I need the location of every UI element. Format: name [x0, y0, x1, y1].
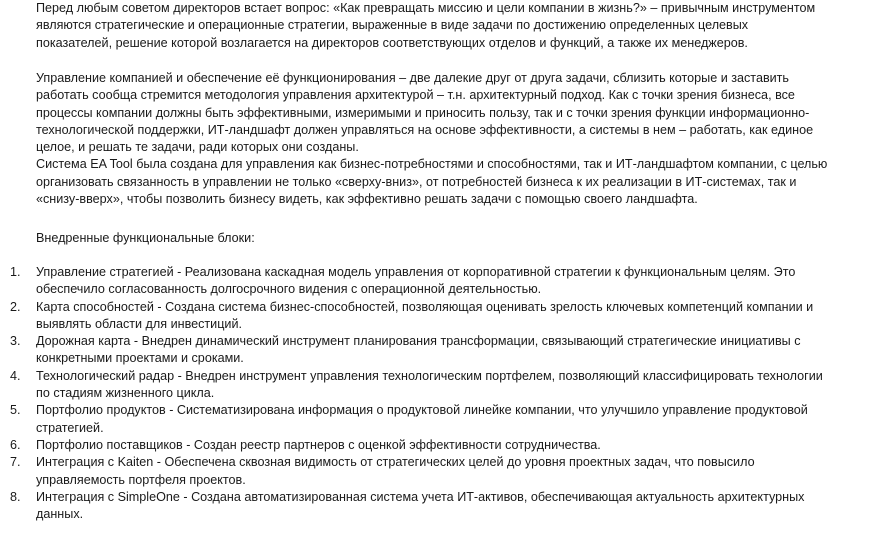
list-item-text: [36, 489, 884, 524]
text-line: Карта способностей - Создана система бизнес-способностей, позволяющая оценивать зрелость ключевых компетенций компании и: [36, 299, 814, 314]
text-line: Интеграция с SimpleOne - Создана автоматизированная система учета ИТ-активов, обеспечивающая актуальность архитектурных: [36, 489, 805, 504]
list-item: [0, 368, 890, 403]
list-number: 7.: [10, 455, 21, 470]
list-item: [0, 437, 890, 454]
list-item-text: [36, 368, 884, 403]
text-line: Портфолио поставщиков - Создан реестр партнеров с оценкой эффективности сотрудничества.: [36, 437, 601, 452]
list-number: 5.: [10, 403, 21, 418]
text-line: выявлять области для инвестиций.: [36, 316, 243, 331]
list-item: [0, 402, 890, 437]
list-item-text: [36, 402, 884, 437]
list-item-text: [36, 454, 884, 489]
text-line: Портфолио продуктов - Систематизирована информация о продуктовой линейке компании, что улучшило управление продуктовой: [36, 403, 808, 418]
list-item: [0, 299, 890, 334]
text-line: являются стратегические и операционные стратегии, выраженные в виде задачи по достижению определенных целевых: [36, 18, 749, 33]
functional-blocks-list: [0, 264, 890, 523]
text-line: Система EA Tool была создана для управления как бизнес-потребностями и способностями, так и ИТ-ландшафтом компании, с целью: [36, 157, 828, 172]
intro-paragraph: [36, 0, 884, 52]
text-line: Управление компанией и обеспечение её функционирования – две далекие друг от друга задачи, сблизить которые и заставить: [36, 71, 789, 85]
text-line: организовать связанность в управлении не только «сверху-вниз», от потребностей бизнеса к их реализации в ИТ-системах, так и: [36, 174, 797, 189]
text-line: стратегией.: [36, 420, 104, 435]
text-line: целое, и решать те задачи, ради которых они созданы.: [36, 140, 359, 155]
list-item: [0, 489, 890, 524]
text-line: технологической поддержки, ИТ-ландшафт должен управляться на основе эффективности, а системы в нем – работать, как единое: [36, 122, 814, 137]
text-line: Перед любым советом директоров встает вопрос: «Как превращать миссию и цели компании в жизнь?» – привычным инструментом: [36, 1, 816, 15]
list-item-text: [36, 264, 884, 299]
list-number: 1.: [10, 265, 21, 279]
list-number: 6.: [10, 437, 21, 452]
text-line: конкретными проектами и сроками.: [36, 351, 244, 366]
text-line: работать сообща стремится методология управления архитектурой – т.н. архитектурный подход. Как с точки зрения бизнеса, все: [36, 88, 795, 103]
list-number: 4.: [10, 368, 21, 383]
list-item-text: [36, 333, 884, 368]
text-line: управляемость портфеля проектов.: [36, 472, 246, 487]
list-item: [0, 264, 890, 299]
text-line: показателей, решение которой возлагается на директоров соответствующих отделов и функций, а также их менеджеров.: [36, 35, 748, 50]
list-item: [0, 454, 890, 489]
text-line: обеспечило согласованность долгосрочного видения с операционной деятельностью.: [36, 282, 542, 297]
text-line: процессы компании должны быть эффективными, измеримыми и приносить пользу, так и с точки зрения функции информационно-: [36, 105, 810, 120]
list-number: 2.: [10, 299, 21, 314]
text-line: по стадиям жизненного цикла.: [36, 386, 215, 401]
list-number: 3.: [10, 334, 21, 349]
text-line: Внедренные функциональные блоки:: [36, 231, 255, 245]
text-line: «снизу-вверх», чтобы позволить бизнесу видеть, как эффективно решать задачи с помощью своего ландшафта.: [36, 192, 698, 207]
methodology-paragraph: [36, 70, 884, 208]
list-item-text: [36, 299, 884, 334]
list-item: [0, 333, 890, 368]
list-item-text: [36, 437, 884, 454]
text-line: данных.: [36, 507, 84, 522]
text-line: Управление стратегией - Реализована каскадная модель управления от корпоративной стратегии к функциональным целям. Это: [36, 265, 796, 279]
list-number: 8.: [10, 489, 21, 504]
text-line: Интеграция с Kaiten - Обеспечена сквозная видимость от стратегических целей до уровня проектных задач, что повысило: [36, 455, 755, 470]
text-line: Технологический радар - Внедрен инструмент управления технологическим портфелем, позволяющий классифицировать технологии: [36, 368, 823, 383]
text-line: Дорожная карта - Внедрен динамический инструмент планирования трансформации, связывающий стратегические инициативы с: [36, 334, 801, 349]
blocks-heading: [36, 230, 884, 247]
